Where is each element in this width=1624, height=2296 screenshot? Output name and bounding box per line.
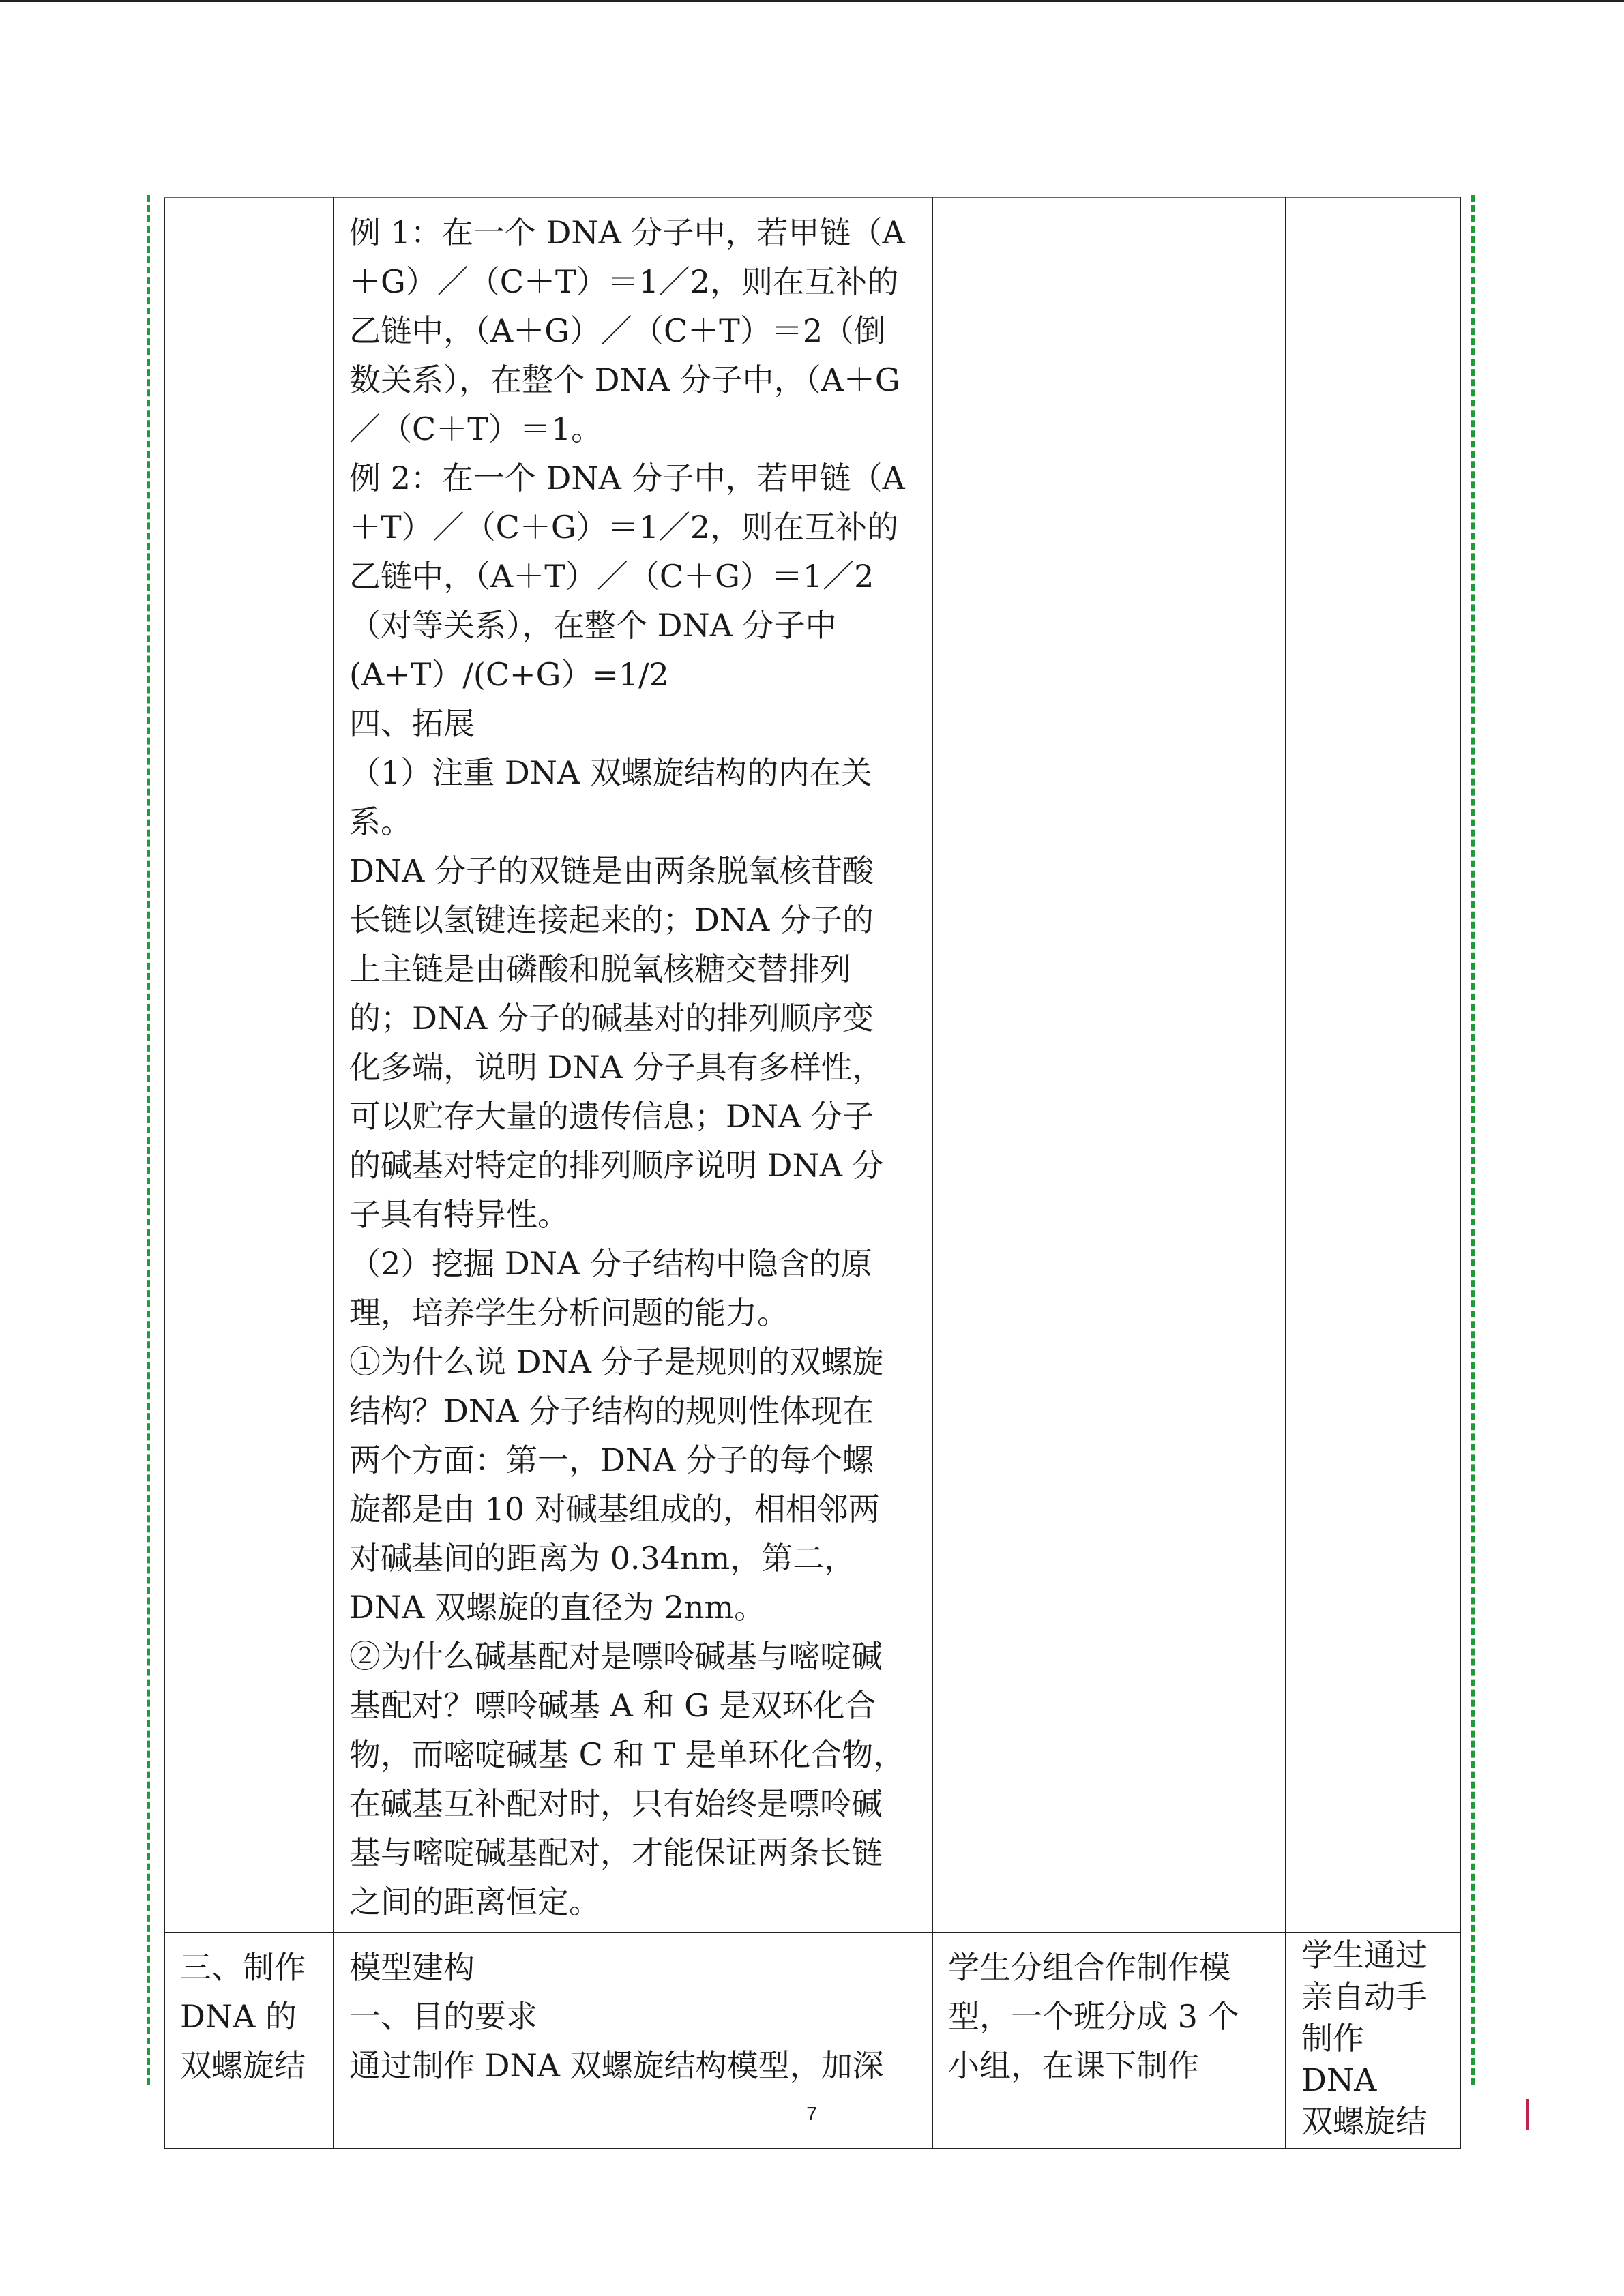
text-line: 四、拓展 [349,705,475,742]
table-cell-student-activity [932,198,1286,1933]
text-line: 两个方面：第一，DNA 分子的每个螺 [349,1442,874,1478]
text-line: 双螺旋结 [180,2047,306,2084]
text-line: 长链以氢键连接起来的；DNA 分子的 [349,901,874,938]
text-line: 例 1：在一个 DNA 分子中，若甲链（A [349,214,905,251]
text-line: 基配对？嘌呤碱基 A 和 G 是双环化合 [349,1687,876,1724]
text-line: 制作 DNA [1301,2020,1377,2098]
margin-mark [1526,2099,1529,2130]
text-line: 小组，在课下制作 [948,2047,1199,2084]
text-line: （对等关系），在整个 DNA 分子中 [349,607,837,644]
text-line: 基与嘧啶碱基配对，才能保证两条长链 [349,1834,883,1871]
text-line: 结构？DNA 分子结构的规则性体现在 [349,1392,874,1429]
text-line: (A+T）/(C+G）=1/2 [349,656,669,693]
text-line: （1）注重 DNA 双螺旋结构的内在关 [349,754,872,791]
text-line: 可以贮存大量的遗传信息；DNA 分子 [349,1098,874,1135]
text-line: 乙链中，（A＋T）／（C＋G）＝1／2 [349,558,874,595]
text-line: 型，一个班分成 3 个 [948,1998,1239,2035]
text-line: 的；DNA 分子的碱基对的排列顺序变 [349,1000,874,1037]
top-rule [0,0,1624,2]
text-line: 在碱基互补配对时，只有始终是嘌呤碱 [349,1785,883,1822]
text-line: 对碱基间的距离为 0.34nm，第二， [349,1540,856,1577]
table-cell-section [164,1933,334,2149]
text-line: DNA 双螺旋的直径为 2nm。 [349,1589,766,1626]
text-line: 之间的距离恒定。 [349,1883,600,1920]
left-margin-guide [147,195,150,2085]
text-line: ①为什么说 DNA 分子是规则的双螺旋 [349,1343,884,1380]
text-line: 数关系），在整个 DNA 分子中，（A＋G [349,361,900,398]
text-line: ②为什么碱基配对是嘌呤碱基与嘧啶碱 [349,1638,883,1675]
table-cell-content [334,198,932,1933]
text-line: DNA 的 [180,1998,297,2035]
lesson-plan-table [164,197,1461,2149]
text-line: ＋T）／（C＋G）＝1／2，则在互补的 [349,509,899,546]
text-line: （2）挖掘 DNA 分子结构中隐含的原 [349,1245,872,1282]
text-line: 旋都是由 10 对碱基组成的，相相邻两 [349,1491,880,1527]
table-cell-design-intent [1286,198,1460,1933]
text-line: 通过制作 DNA 双螺旋结构模型，加深 [349,2047,884,2084]
table-cell-section [164,198,334,1933]
text-line: 化多端，说明 DNA 分子具有多样性， [349,1049,884,1086]
text-line: 模型建构 [349,1949,475,1986]
text-line: 例 2：在一个 DNA 分子中，若甲链（A [349,460,905,496]
text-line: 学生分组合作制作模 [948,1949,1230,1986]
text-line: 亲自动手 [1301,1978,1427,2015]
right-margin-guide [1471,195,1475,2085]
text-line: 系。 [349,803,412,840]
text-line: 理，培养学生分析问题的能力。 [349,1294,788,1331]
table-cell-student-activity [932,1933,1286,2149]
text-line: ＋G）／（C＋T）＝1／2，则在互补的 [349,263,899,300]
text-line: 的碱基对特定的排列顺序说明 DNA 分 [349,1147,884,1184]
text-line: 乙链中，（A＋G）／（C＋T）＝2（倒 [349,312,886,349]
text-line: 一、目的要求 [349,1998,537,2035]
text-line: DNA 分子的双链是由两条脱氧核苷酸 [349,852,874,889]
table-row [164,198,1460,1933]
text-line: 上主链是由磷酸和脱氧核糖交替排列 [349,951,851,987]
text-line: 物，而嘧啶碱基 C 和 T 是单环化合物， [349,1736,905,1773]
text-line: 三、制作 [180,1949,306,1986]
table-cell-design-intent [1286,1933,1460,2149]
table-cell-content [334,1933,932,2149]
text-line: 子具有特异性。 [349,1196,569,1233]
text-line: 双螺旋结 [1301,2103,1427,2140]
text-line: ／（C＋T）＝1。 [349,411,603,447]
text-line: 学生通过 [1301,1937,1427,1973]
